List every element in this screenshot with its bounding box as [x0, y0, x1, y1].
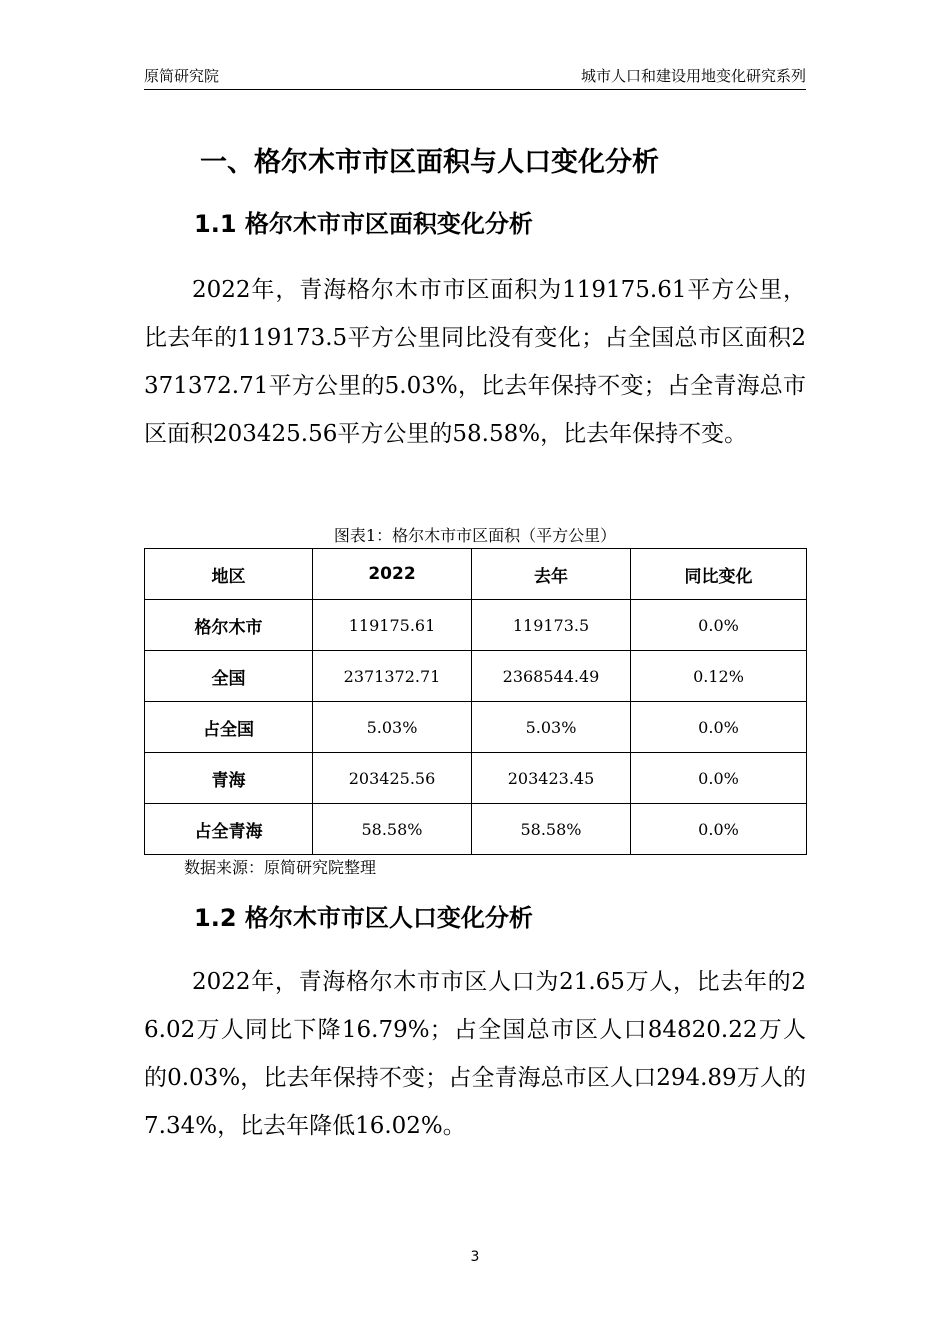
table-source-note: 数据来源：原简研究院整理	[184, 858, 377, 877]
header-series-title: 城市人口和建设用地变化研究系列	[580, 67, 806, 85]
table-cell: 2371372.71	[313, 651, 472, 702]
table-cell: 203425.56	[313, 753, 472, 804]
page-number: 3	[470, 1249, 480, 1265]
table-cell: 0.0%	[631, 600, 807, 651]
table-row	[145, 804, 807, 855]
header-organization: 原简研究院	[144, 67, 220, 85]
section-heading-population: 1.2 格尔木市市区人口变化分析	[194, 904, 533, 932]
table-header-cell: 去年	[472, 549, 631, 600]
population-paragraph: 2022年，青海格尔木市市区人口为21.65万人，比去年的26.02万人同比下降16.79%；占全国总市区人口84820.22万人的0.03%，比去年保持不变；占全青海总市区人口294.89万人的7.34%，比去年降低16.02%。	[144, 969, 806, 1139]
table-row	[145, 651, 807, 702]
table-cell: 58.58%	[313, 804, 472, 855]
table-cell: 119173.5	[472, 600, 631, 651]
table-cell: 5.03%	[313, 702, 472, 753]
table-row-label: 青海	[145, 753, 313, 804]
table-cell: 119175.61	[313, 600, 472, 651]
table-row	[145, 753, 807, 804]
table-row	[145, 702, 807, 753]
table-row-label: 格尔木市	[145, 600, 313, 651]
table-cell: 0.0%	[631, 702, 807, 753]
table-cell: 58.58%	[472, 804, 631, 855]
table-row-label: 占全国	[145, 702, 313, 753]
table-caption: 图表1：格尔木市市区面积（平方公里）	[333, 526, 617, 545]
table-row-label: 全国	[145, 651, 313, 702]
table-header-cell: 地区	[145, 549, 313, 600]
table-cell: 5.03%	[472, 702, 631, 753]
table-cell: 0.0%	[631, 804, 807, 855]
section-heading-area: 1.1 格尔木市市区面积变化分析	[194, 210, 533, 238]
area-paragraph: 2022年，青海格尔木市市区面积为119175.61平方公里，比去年的119173.5平方公里同比没有变化；占全国总市区面积2371372.71平方公里的5.03%，比去年保持不变；占全青海总市区面积203425.56平方公里的58.58%，比去年保持不变。	[144, 277, 806, 447]
table-cell: 203423.45	[472, 753, 631, 804]
table-cell: 2368544.49	[472, 651, 631, 702]
header-divider	[144, 89, 806, 90]
table-row	[145, 600, 807, 651]
area-table	[144, 548, 807, 855]
page-title: 一、格尔木市市区面积与人口变化分析	[200, 147, 659, 178]
table-header-row	[145, 549, 807, 600]
table-header-cell: 同比变化	[631, 549, 807, 600]
table-cell: 0.0%	[631, 753, 807, 804]
table-cell: 0.12%	[631, 651, 807, 702]
table-row-label: 占全青海	[145, 804, 313, 855]
table-header-cell: 2022	[313, 549, 472, 600]
